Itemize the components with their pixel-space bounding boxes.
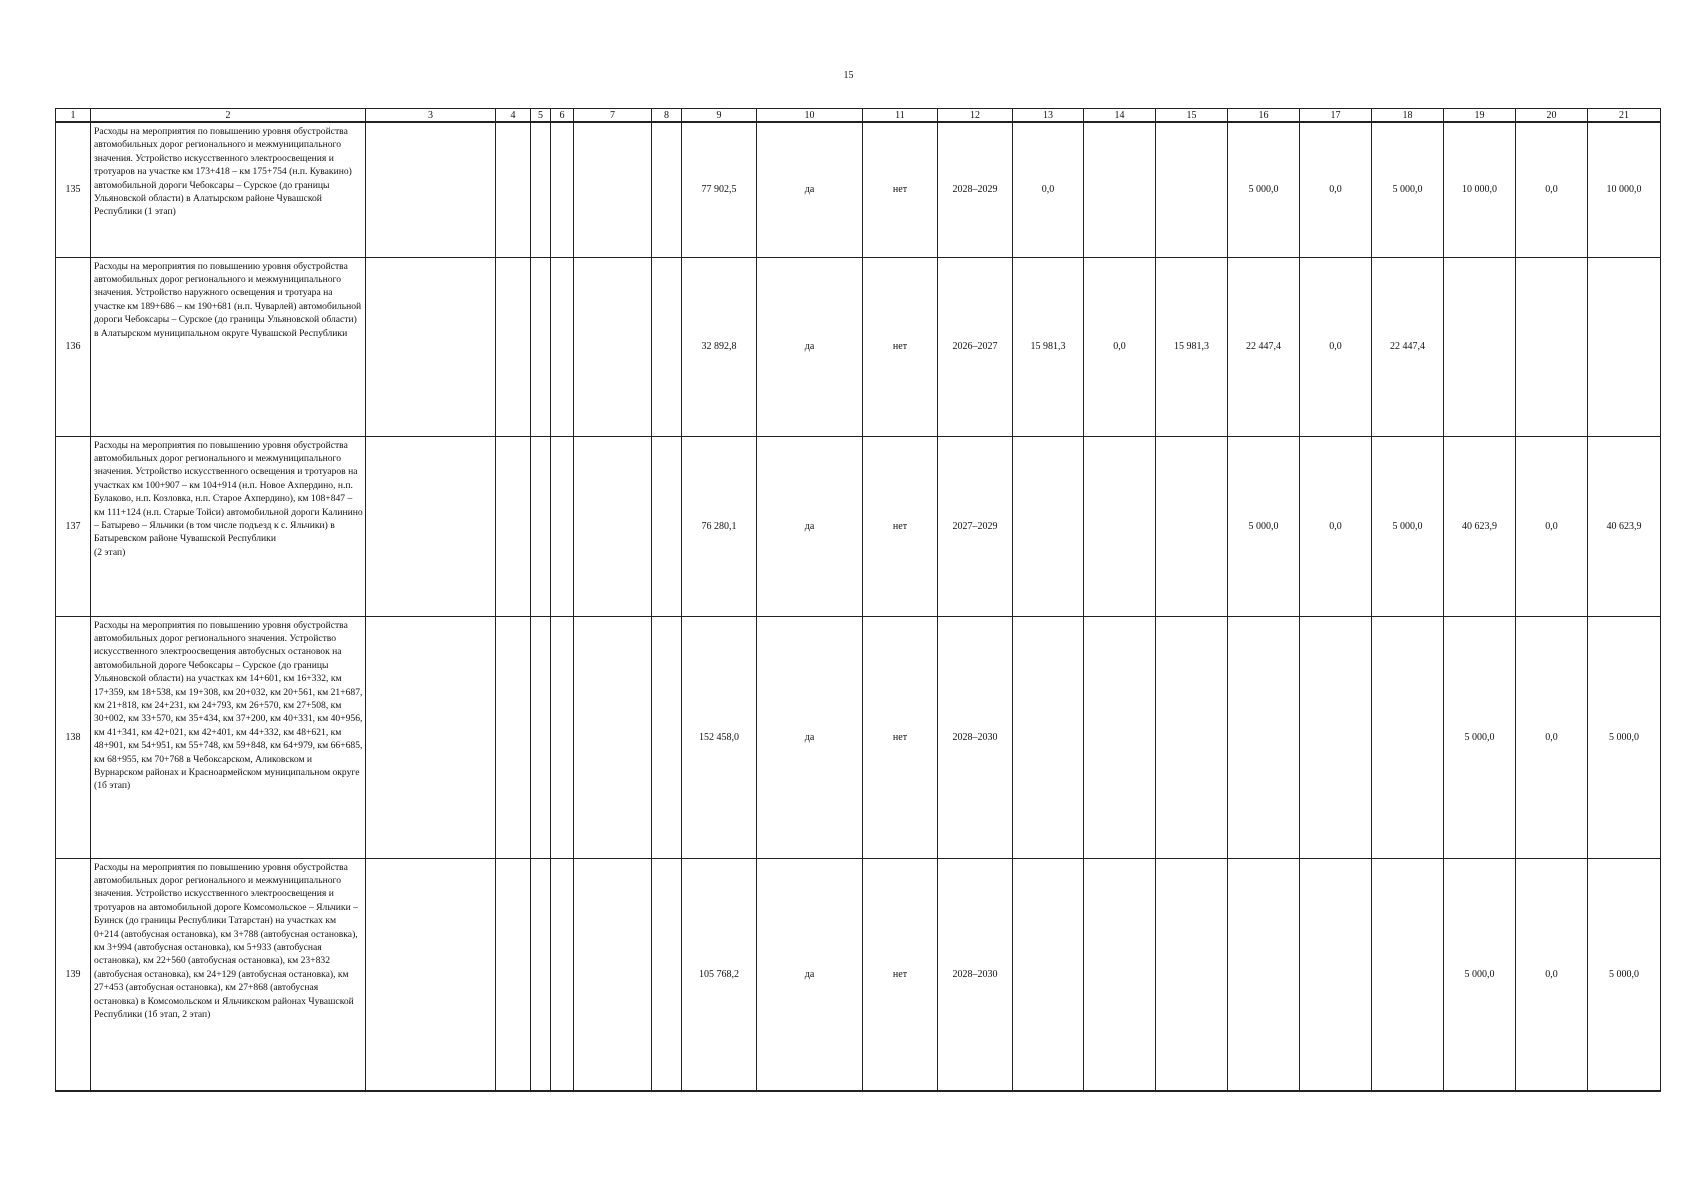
cell-col-16: 22 447,4 <box>1228 257 1300 436</box>
cell-col-12: 2026–2027 <box>938 257 1013 436</box>
cell-col-21: 40 623,9 <box>1588 436 1661 616</box>
empty-cell <box>366 257 496 436</box>
cell-col-18: 5 000,0 <box>1372 436 1444 616</box>
cell-col-17: 0,0 <box>1300 257 1372 436</box>
cell-col-19: 5 000,0 <box>1444 858 1516 1091</box>
cell-col-17 <box>1300 616 1372 858</box>
cell-col-16 <box>1228 616 1300 858</box>
empty-cell <box>496 122 531 257</box>
row-description: Расходы на мероприятия по повышению уровня обустройства автомобильных дорог регионального значения. Устройство искусственного электроосвещения автобусных остановок на автомобильной дороге Чебоксары – Сурское (до границы Ульяновской области) на участках км 14+601, км 16+332, км 17+359, км 18+538, км 19+308, км 20+032, км 20+561, км 21+687, км 21+818, км 24+231, км 24+793, км 26+570, км 27+508, км 30+002, км 33+570, км 35+434, км 37+200, км 40+331, км 40+956, км 41+341, км 42+021, км 42+401, км 44+332, км 48+621, км 48+901, км 54+951, км 55+748, км 59+848, км 64+979, км 66+685, км 68+955, км 70+768 в Чебоксарском, Аликовском и Вурнарском районах и Красноармейском муниципальном округе (1б этап) <box>91 616 366 858</box>
row-description: Расходы на мероприятия по повышению уровня обустройства автомобильных дорог регионального и межмуниципального значения. Устройство искусственного электроосвещения и тротуаров на автомобильной дороге Комсомольское – Яльчики – Буинск (до границы Республики Татарстан) на участках км 0+214 (автобусная остановка), км 3+788 (автобусная остановка), км 3+994 (автобусная остановка), км 5+933 (автобусная остановка), км 22+560 (автобусная остановка), км 23+832 (автобусная остановка), км 24+129 (автобусная остановка), км 27+453 (автобусная остановка), км 27+868 (автобусная остановка) в Комсомольском и Яльчикском районах Чувашской Республики (1б этап, 2 этап) <box>91 858 366 1091</box>
column-header: 9 <box>682 109 757 123</box>
column-header: 5 <box>531 109 551 123</box>
cell-col-18: 5 000,0 <box>1372 122 1444 257</box>
cell-col-17: 0,0 <box>1300 436 1372 616</box>
table-row <box>56 436 1661 616</box>
empty-cell <box>496 616 531 858</box>
empty-cell <box>652 616 682 858</box>
cell-col-13 <box>1013 436 1084 616</box>
row-number: 137 <box>56 436 91 616</box>
cell-col-18 <box>1372 616 1444 858</box>
empty-cell <box>574 436 652 616</box>
column-header: 6 <box>551 109 574 123</box>
cell-col-19: 40 623,9 <box>1444 436 1516 616</box>
cell-col-10: да <box>757 436 863 616</box>
empty-cell <box>551 436 574 616</box>
empty-cell <box>574 122 652 257</box>
empty-cell <box>496 257 531 436</box>
column-header: 15 <box>1156 109 1228 123</box>
program-expenses-table <box>55 108 1661 1092</box>
column-header: 3 <box>366 109 496 123</box>
cell-col-19: 5 000,0 <box>1444 616 1516 858</box>
cell-col-10: да <box>757 122 863 257</box>
cell-col-18: 22 447,4 <box>1372 257 1444 436</box>
column-header: 18 <box>1372 109 1444 123</box>
column-header: 17 <box>1300 109 1372 123</box>
cell-col-20: 0,0 <box>1516 858 1588 1091</box>
column-header: 19 <box>1444 109 1516 123</box>
cell-col-12: 2027–2029 <box>938 436 1013 616</box>
empty-cell <box>531 122 551 257</box>
column-header: 2 <box>91 109 366 123</box>
table-row <box>56 616 1661 858</box>
cell-col-14 <box>1084 616 1156 858</box>
cell-col-11: нет <box>863 858 938 1091</box>
cell-col-15 <box>1156 616 1228 858</box>
cell-col-15 <box>1156 858 1228 1091</box>
empty-cell <box>551 122 574 257</box>
cell-col-13 <box>1013 616 1084 858</box>
empty-cell <box>366 436 496 616</box>
cell-col-14 <box>1084 122 1156 257</box>
cell-col-14: 0,0 <box>1084 257 1156 436</box>
row-description: Расходы на мероприятия по повышению уровня обустройства автомобильных дорог регионального и межмуниципального значения. Устройство искусственного электроосвещения и тротуаров на участке км 173+418 – км 175+754 (н.п. Кувакино) автомобильной дороги Чебоксары – Сурское (до границы Ульяновской области) в Алатырском районе Чувашской Республики (1 этап) <box>91 122 366 257</box>
cell-col-13 <box>1013 858 1084 1091</box>
cell-col-21: 5 000,0 <box>1588 858 1661 1091</box>
cell-col-9: 76 280,1 <box>682 436 757 616</box>
column-header: 16 <box>1228 109 1300 123</box>
column-number-row <box>56 109 1661 123</box>
cell-col-9: 32 892,8 <box>682 257 757 436</box>
table-row <box>56 122 1661 257</box>
column-header: 8 <box>652 109 682 123</box>
empty-cell <box>551 257 574 436</box>
cell-col-20 <box>1516 257 1588 436</box>
cell-col-16 <box>1228 858 1300 1091</box>
cell-col-9: 105 768,2 <box>682 858 757 1091</box>
empty-cell <box>652 257 682 436</box>
empty-cell <box>574 257 652 436</box>
cell-col-15 <box>1156 122 1228 257</box>
cell-col-11: нет <box>863 122 938 257</box>
row-number: 139 <box>56 858 91 1091</box>
cell-col-9: 152 458,0 <box>682 616 757 858</box>
column-header: 20 <box>1516 109 1588 123</box>
cell-col-20: 0,0 <box>1516 616 1588 858</box>
empty-cell <box>496 436 531 616</box>
column-header: 13 <box>1013 109 1084 123</box>
cell-col-21: 5 000,0 <box>1588 616 1661 858</box>
column-header: 11 <box>863 109 938 123</box>
row-number: 136 <box>56 257 91 436</box>
cell-col-10: да <box>757 858 863 1091</box>
empty-cell <box>652 436 682 616</box>
cell-col-10: да <box>757 616 863 858</box>
cell-col-9: 77 902,5 <box>682 122 757 257</box>
cell-col-20: 0,0 <box>1516 436 1588 616</box>
empty-cell <box>551 616 574 858</box>
cell-col-12: 2028–2030 <box>938 616 1013 858</box>
column-header: 1 <box>56 109 91 123</box>
cell-col-10: да <box>757 257 863 436</box>
row-description: Расходы на мероприятия по повышению уровня обустройства автомобильных дорог регионального и межмуниципального значения. Устройство искусственного освещения и тротуаров на участках км 100+907 – км 104+914 (н.п. Новое Ахпердино, н.п. Булаково, н.п. Козловка, н.п. Старое Ахпердино), км 108+847 – км 111+124 (н.п. Старые Тойси) автомобильной дороги Калинино – Батырево – Яльчики (в том числе подъезд к с. Яльчики) в Батыревском районе Чувашской Республики (2 этап) <box>91 436 366 616</box>
cell-col-18 <box>1372 858 1444 1091</box>
table-row <box>56 858 1661 1091</box>
cell-col-19 <box>1444 257 1516 436</box>
cell-col-11: нет <box>863 257 938 436</box>
cell-col-15 <box>1156 436 1228 616</box>
empty-cell <box>652 858 682 1091</box>
column-header: 7 <box>574 109 652 123</box>
cell-col-16: 5 000,0 <box>1228 436 1300 616</box>
cell-col-13: 0,0 <box>1013 122 1084 257</box>
cell-col-13: 15 981,3 <box>1013 257 1084 436</box>
cell-col-12: 2028–2030 <box>938 858 1013 1091</box>
table-row <box>56 257 1661 436</box>
empty-cell <box>496 858 531 1091</box>
cell-col-17 <box>1300 858 1372 1091</box>
row-description: Расходы на мероприятия по повышению уровня обустройства автомобильных дорог регионального и межмуниципального значения. Устройство наружного освещения и тротуара на участке км 189+686 – км 190+681 (н.п. Чуварлей) автомобильной дороги Чебоксары – Сурское (до границы Ульяновской области) в Алатырском муниципальном округе Чувашской Республики <box>91 257 366 436</box>
row-number: 135 <box>56 122 91 257</box>
page-number: 15 <box>843 70 854 81</box>
empty-cell <box>366 122 496 257</box>
empty-cell <box>652 122 682 257</box>
cell-col-21 <box>1588 257 1661 436</box>
empty-cell <box>574 616 652 858</box>
empty-cell <box>531 436 551 616</box>
empty-cell <box>366 858 496 1091</box>
column-header: 21 <box>1588 109 1661 123</box>
column-header: 14 <box>1084 109 1156 123</box>
empty-cell <box>531 616 551 858</box>
cell-col-20: 0,0 <box>1516 122 1588 257</box>
cell-col-17: 0,0 <box>1300 122 1372 257</box>
empty-cell <box>531 257 551 436</box>
column-header: 4 <box>496 109 531 123</box>
empty-cell <box>551 858 574 1091</box>
cell-col-12: 2028–2029 <box>938 122 1013 257</box>
cell-col-11: нет <box>863 436 938 616</box>
cell-col-19: 10 000,0 <box>1444 122 1516 257</box>
empty-cell <box>574 858 652 1091</box>
cell-col-21: 10 000,0 <box>1588 122 1661 257</box>
column-header: 10 <box>757 109 863 123</box>
empty-cell <box>366 616 496 858</box>
cell-col-14 <box>1084 858 1156 1091</box>
cell-col-14 <box>1084 436 1156 616</box>
row-number: 138 <box>56 616 91 858</box>
cell-col-16: 5 000,0 <box>1228 122 1300 257</box>
cell-col-11: нет <box>863 616 938 858</box>
cell-col-15: 15 981,3 <box>1156 257 1228 436</box>
empty-cell <box>531 858 551 1091</box>
column-header: 12 <box>938 109 1013 123</box>
